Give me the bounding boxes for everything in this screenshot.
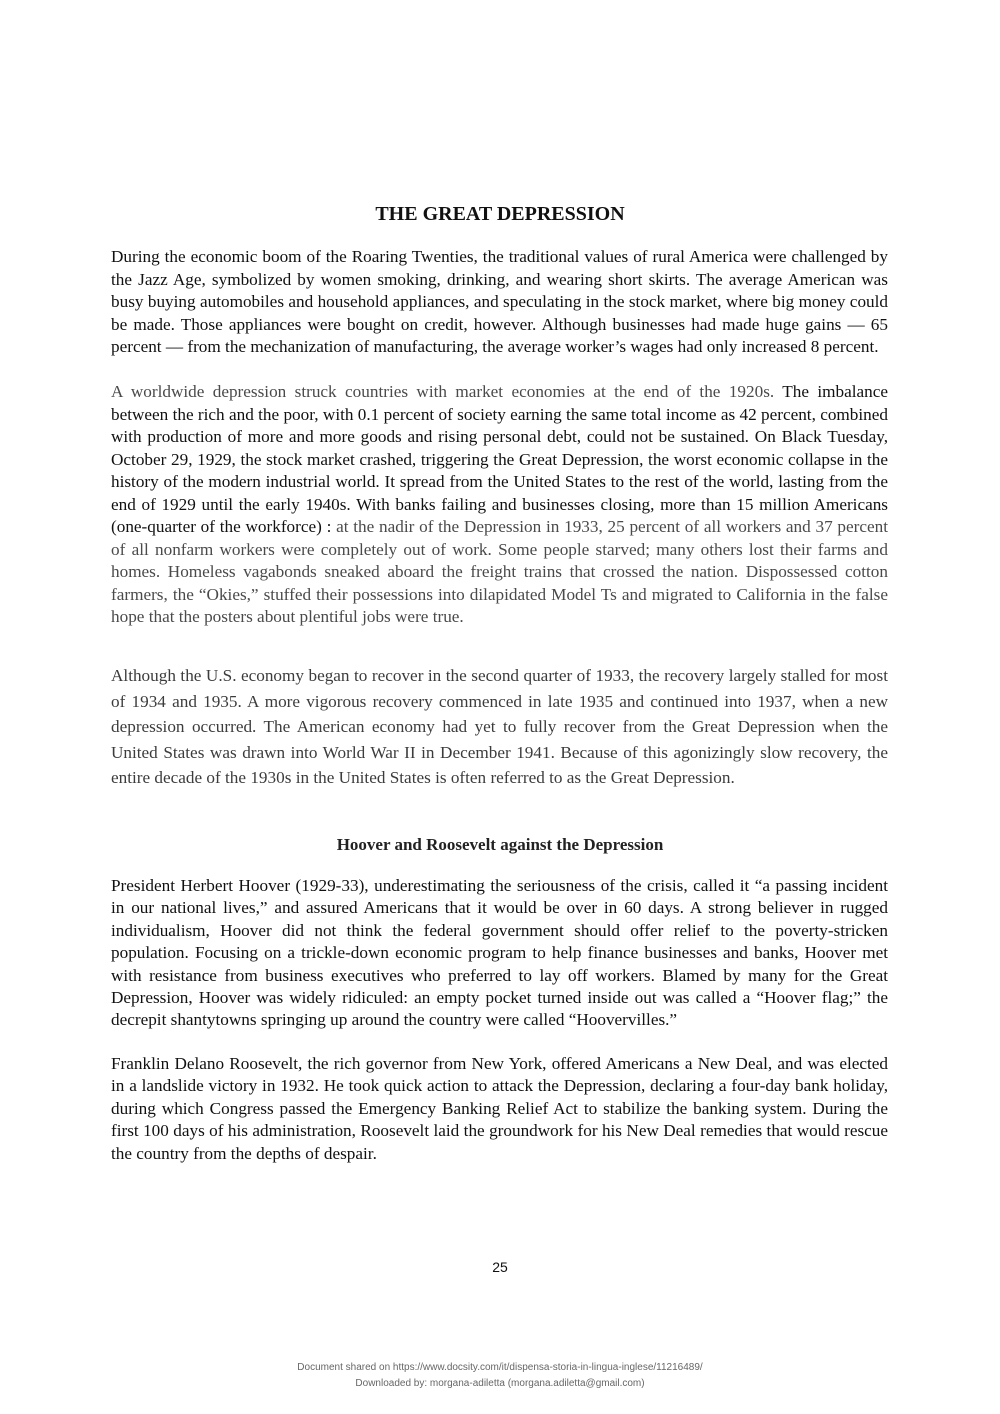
depression-paragraph-body: The imbalance between the rich and the poor, with 0.1 percent of society earning the same total income as 42 percent, combined with production of more and more goods and rising personal debt, could not be sustained. On Black Tuesday, October 29, 1929, the stock market crashed, triggering the Great Depression, the worst economic collapse in the history of the modern industrial world. It spread from the United States to the rest of the world, lasting from the end of 1929 until the early 1940s. With banks failing and businesses closing, more than 15 million Americans (one-quarter of the workforce) : [111,382,888,536]
footer-downloaded-by: Downloaded by: morgana-adiletta (morgana.adiletta@gmail.com) [355,1378,645,1389]
depression-paragraph [111,381,888,629]
hoover-paragraph: President Herbert Hoover (1929-33), underestimating the seriousness of the crisis, called it “a passing incident in our national lives,” and assured Americans that it would be over in 60 days. A strong believer in rugged individualism, Hoover did not think the federal government should offer relief to the poverty-stricken population. Focusing on a trickle-down economic program to help finance businesses and banks, Hoover met with resistance from business executives who preferred to lay off workers. Blamed by many for the Great Depression, Hoover was widely ridiculed: an empty pocket turned inside out was called a “Hoover flag;” the decrepit shantytowns springing up around the country were called “Hoovervilles.” [111,876,888,1030]
section-subheading: Hoover and Roosevelt against the Depression [336,835,664,854]
depression-paragraph-tail: at the nadir of the Depression in 1933, 25 percent of all workers and 37 percent of all nonfarm workers were completely out of work. Some people starved; many others lost their farms and homes. Homeless vagabonds sneaked aboard the freight trains that crossed the nation. Dispossessed cotton farmers, the “Okies,” stuffed their possessions into dilapidated Model Ts and migrated to California in the false hope that the posters about plentiful jobs were true. [111,517,888,626]
recovery-paragraph: Although the U.S. economy began to recover in the second quarter of 1933, the recovery largely stalled for most of 1934 and 1935. A more vigorous recovery commenced in late 1935 and continued into 1937, when a new depression occurred. The American economy had yet to fully recover from the Great Depression when the United States was drawn into World War II in December 1941. Because of this agonizingly slow recovery, the entire decade of the 1930s in the United States is often referred to as the Great Depression. [111,666,888,788]
page-title: THE GREAT DEPRESSION [375,203,625,225]
intro-paragraph: During the economic boom of the Roaring Twenties, the traditional values of rural America were challenged by the Jazz Age, symbolized by women smoking, drinking, and wearing short skirts. The average American was busy buying automobiles and household appliances, and speculating in the stock market, where big money could be made. Those appliances were bought on credit, however. Although businesses had made huge gains — 65 percent — from the mechanization of manufacturing, the average worker’s wages had only increased 8 percent. [111,247,888,356]
page-number: 25 [492,1259,508,1275]
roosevelt-paragraph: Franklin Delano Roosevelt, the rich governor from New York, offered Americans a New Deal, and was elected in a landslide victory in 1932. He took quick action to attack the Depression, declaring a four-day bank holiday, during which Congress passed the Emergency Banking Relief Act to stabilize the banking system. During the first 100 days of his administration, Roosevelt laid the groundwork for his New Deal remedies that would rescue the country from the depths of despair. [111,1054,888,1163]
footer-shared-link[interactable]: Document shared on https://www.docsity.com/it/dispensa-storia-in-lingua-inglese/11216489/ [297,1362,703,1373]
depression-paragraph-lead: A worldwide depression struck countries with market economies at the end of the 1920s. [111,382,775,401]
